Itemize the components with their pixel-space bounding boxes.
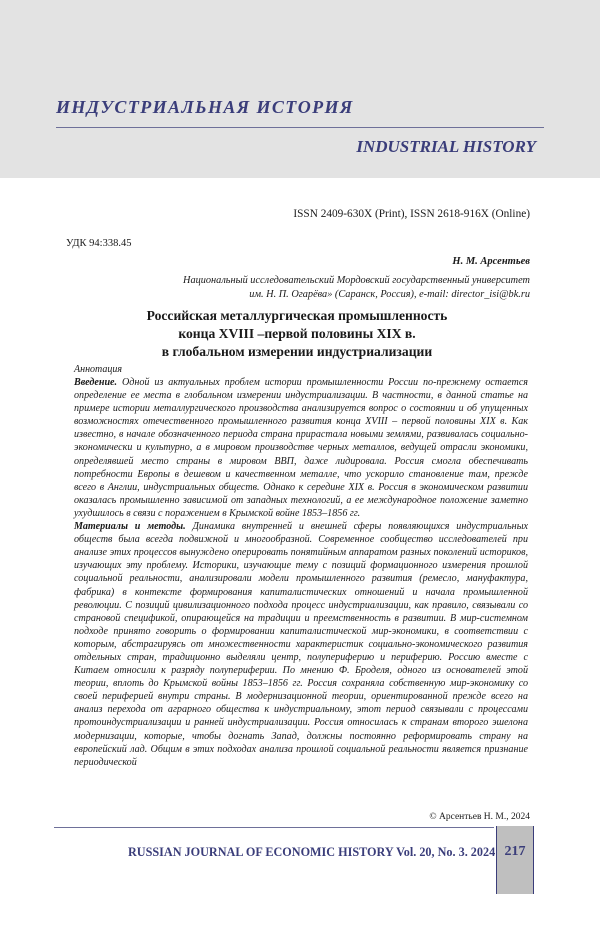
udk-code: УДК 94:338.45 (66, 238, 132, 249)
abstract-methods (74, 520, 528, 769)
article-title-line-2: конца XVIII –первой половины XIX в. (178, 326, 416, 341)
issn-line: ISSN 2409-630X (Print), ISSN 2618-916X (Online) (293, 208, 530, 220)
section-title-en: INDUSTRIAL HISTORY (356, 137, 536, 156)
author-name: Н. М. Арсентьев (452, 256, 530, 267)
article-title-line-3: в глобальном измерении индустриализации (161, 344, 433, 359)
page-number: 217 (504, 844, 526, 859)
article-title (90, 307, 504, 361)
page-number-tab (496, 826, 534, 894)
footer-divider (54, 827, 494, 828)
introduction-heading: Введение. (74, 377, 118, 388)
journal-header-band (0, 0, 600, 178)
methods-heading: Материалы и методы. (74, 521, 186, 533)
affiliation-line-1: Национальный исследовательский Мордовский государственный университет (183, 275, 530, 286)
header-divider (56, 127, 544, 128)
abstract-introduction (74, 376, 528, 520)
article-title-line-1: Российская металлургическая промышленность (146, 308, 448, 323)
methods-text: Динамика внутренней и внешней сферы появляющихся индустриальных обществ была всегда подвижной и многообразной. Современное сообщество исследователей при анализе этих процессов вынуждено оперировать понятийным аппаратом разных поколений историков, изучающих эту проблему. Историки, изучающие тему с позиций формационного измерения прошлой социальной реальности, анализировали модели промышленного развития (ремесло, мануфактура, фабрика) в контексте формирования капиталистических отношений и начала промышленной революции. С позиций цивилизационного подхода процесс индустриализации, как правило, связывали со страновой спецификой, опирающейся на традиции и преемственность в развитии. В мир-системном подходе принято говорить о формировании капиталистической мир-экономики, в соответствии с которым, абстрагируясь от множественности характеристик социально-экономического развития отдельных стран, традиционно выделяли центр, полупериферию и периферию. Россию вместе с Китаем относили к разряду полупериферии. По мнению Ф. Броделя, одного из основателей этой теории, вплоть до Крымской войны 1853–1856 гг. Россия сохраняла собственную мир-экономику со своей периферией внутри страны. В модернизационной теории, ориентированной прежде всего на анализ перехода от аграрного общества к индустриальному, этот период связывали с процессами протоиндустриализации и ранней индустриализации. Россия относилась к странам второго эшелона модернизации, которые, чтобы догнать Запад, должны постоянно реформировать страну на европейский лад. Общим в этих подходах анализа прошлой социальной реальности является признание периодической (74, 521, 529, 768)
copyright-notice: © Арсентьев Н. М., 2024 (429, 812, 530, 822)
abstract-label: Аннотация (74, 364, 123, 375)
journal-footer: RUSSIAN JOURNAL OF ECONOMIC HISTORY Vol. 20, No. 3. 2024 (128, 845, 496, 859)
author-affiliation (140, 274, 530, 302)
introduction-text: Одной из актуальных проблем истории промышленности России по-прежнему остается определение ее места в глобальном измерении индустриализации. В частности, в данной статье на примере истории металлургического производства анализируется вопрос о состоянии и об упущенных возможностях отечественного промышленного развития конца XVIII – первой половины XIX в. Как известно, в начале обозначенного периода страна прирастала новыми землями, развивалась социально-экономически и культурно, а в мировом производстве черных металлов, ведущей отрасли экономики, определявшей место страны в мировом ВВП, даже лидировала. Россия смогла обеспечивать потребности Европы в дешевом и качественном металле, что ускорило становление там, прежде всего в Англии, индустриальных обществ. Однако к середине XIX в. Россия в экономическом развитии оказалась промышленно зависимой от западных технологий, а ее международное положение заметно ухудшилось в связи с поражением в Крымской войне 1853–1856 гг. (74, 377, 528, 519)
abstract-body (74, 376, 528, 769)
section-title-ru: ИНДУСТРИАЛЬНАЯ ИСТОРИЯ (56, 97, 354, 117)
affiliation-line-2: им. Н. П. Огарёва» (Саранск, Россия), e-mail: director_isi@bk.ru (249, 289, 530, 300)
